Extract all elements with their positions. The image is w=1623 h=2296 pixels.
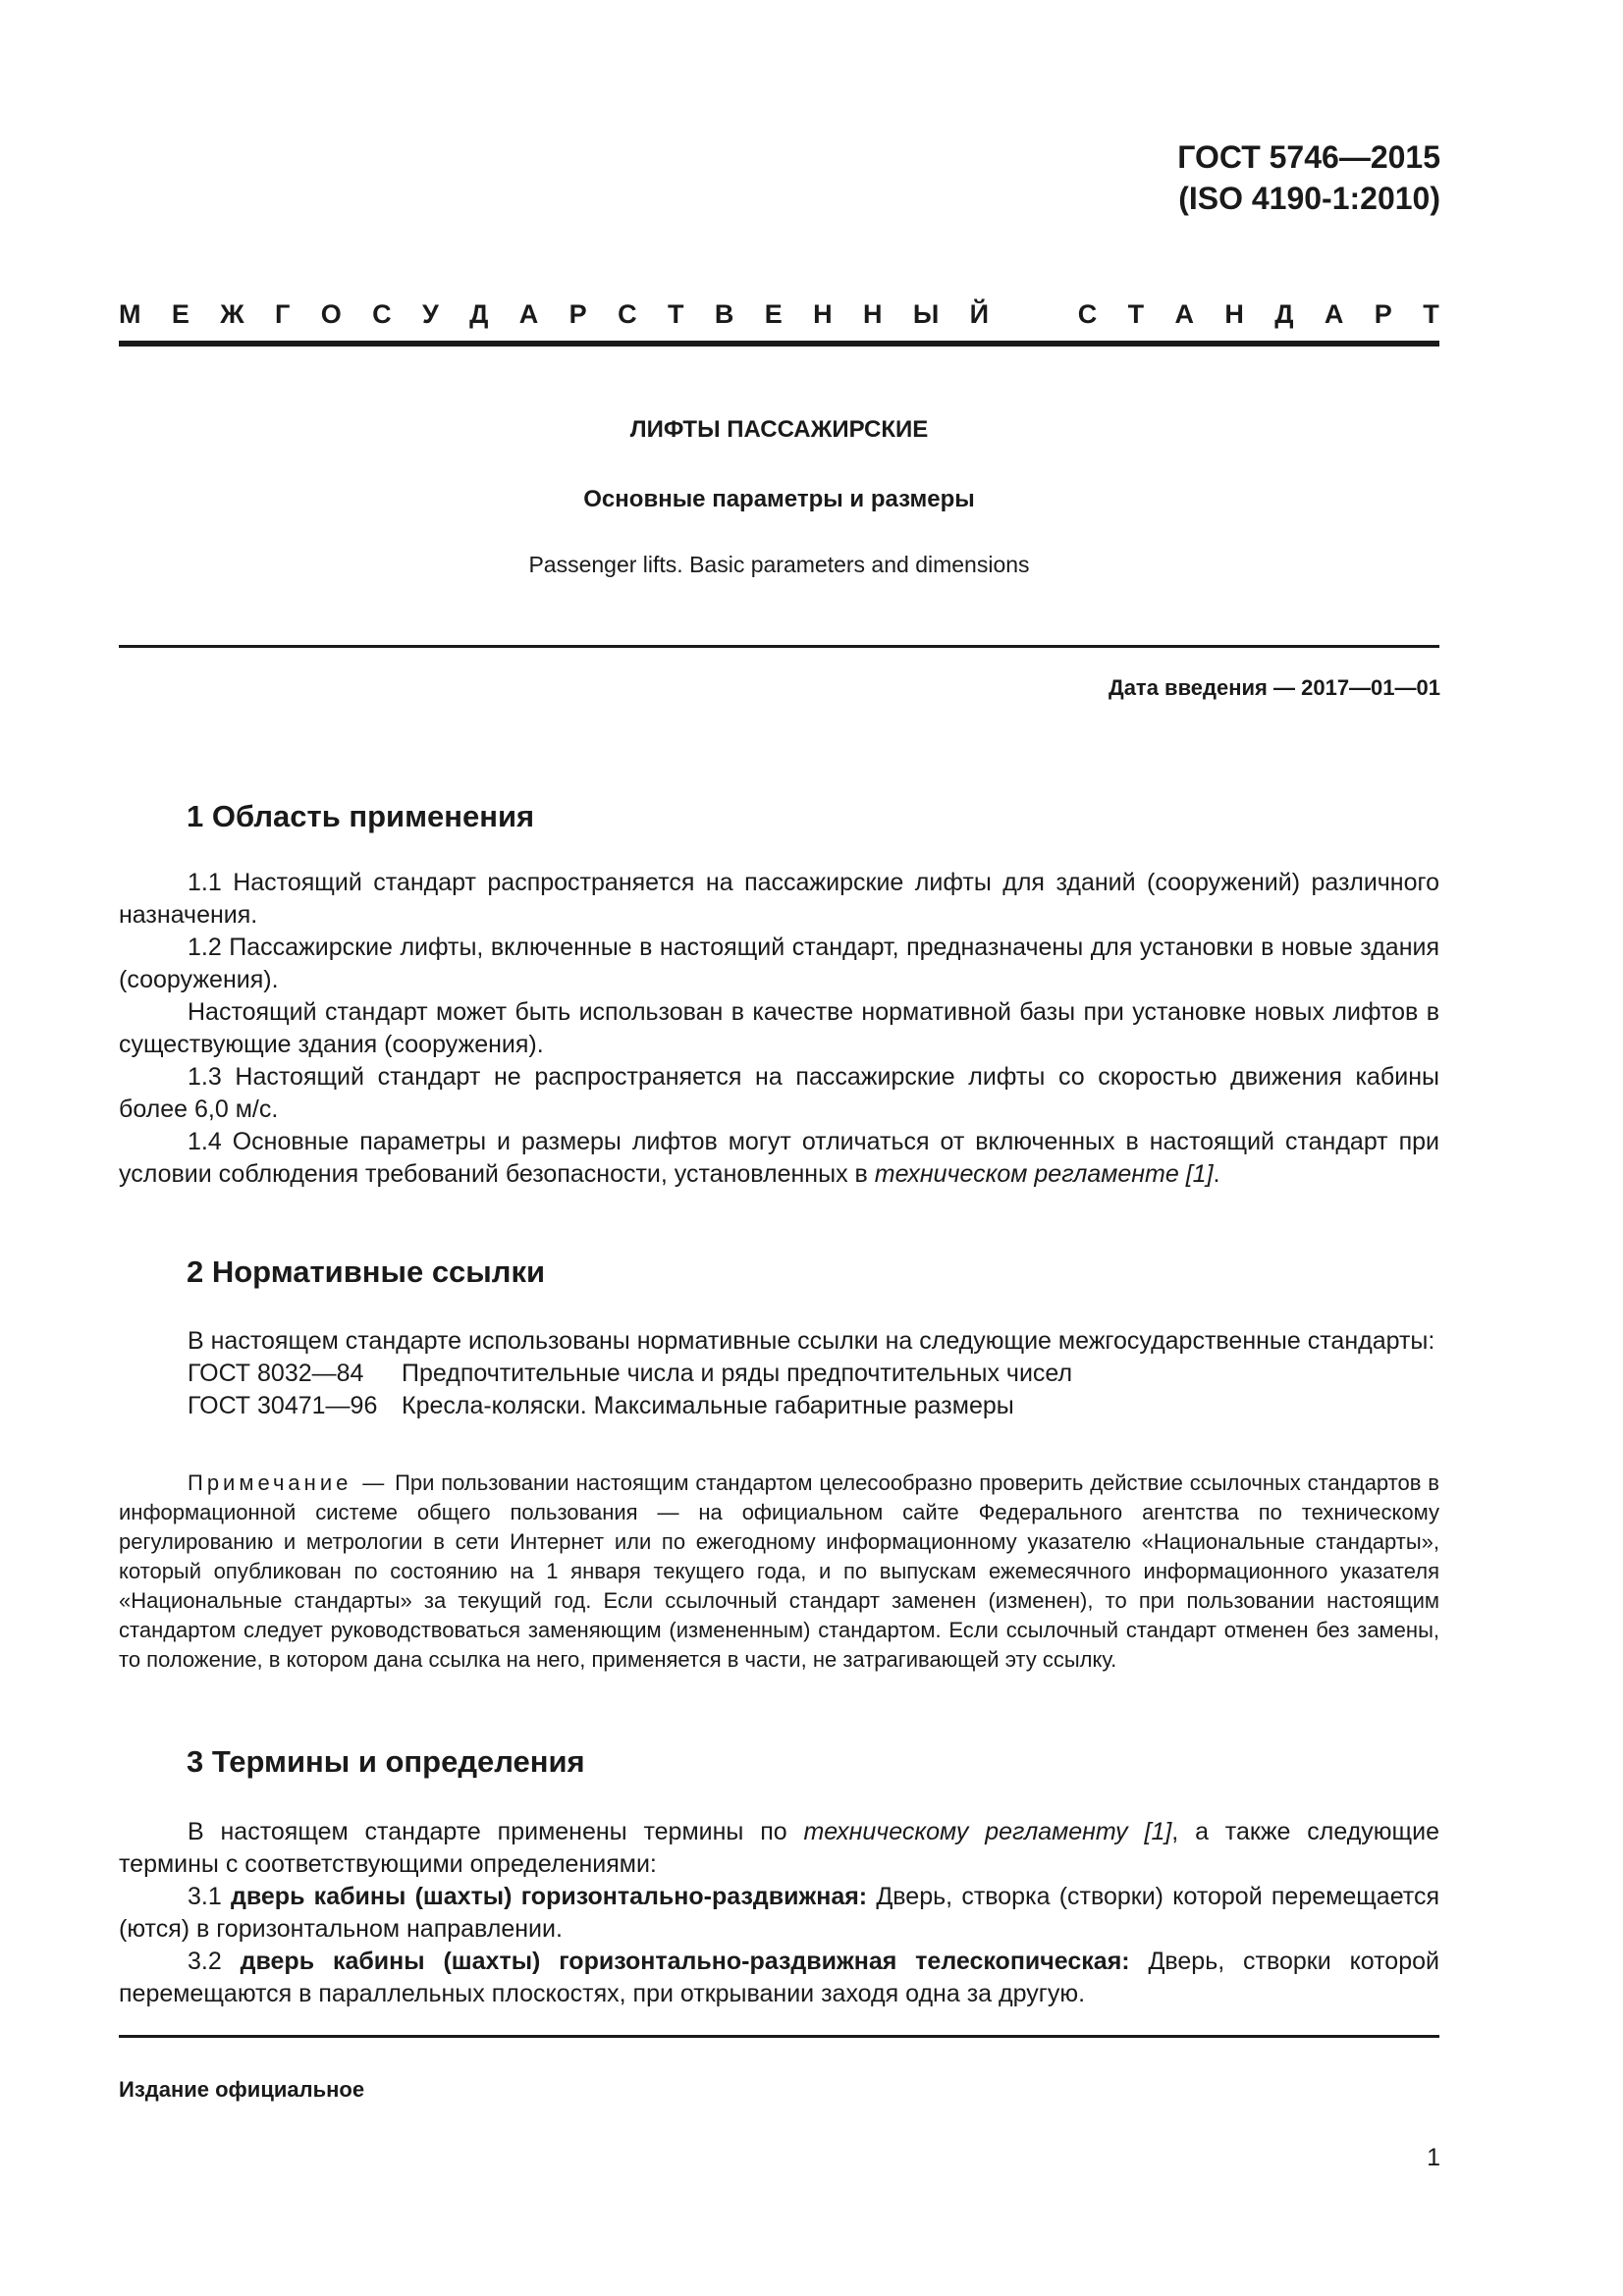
banner-letter: Е (764, 299, 783, 329)
standard-code: ГОСТ 5746—2015 (1177, 139, 1440, 175)
clause-1-2: 1.2 Пассажирские лифты, включенные в настоящий стандарт, предназначены для установки в новые здания (сооружения). (119, 934, 1439, 993)
document-title-english: Passenger lifts. Basic parameters and dimensions (528, 552, 1030, 577)
banner-letter: А (1174, 299, 1195, 329)
banner-letter: А (518, 299, 539, 329)
document-title: ЛИФТЫ ПАССАЖИРСКИЕ (629, 416, 929, 443)
iso-code: (ISO 4190-1:2010) (1178, 181, 1440, 216)
interstate-standard-banner (119, 296, 1439, 332)
banner-letter: Р (568, 299, 587, 329)
section-2-intro: В настоящем стандарте использованы нормативные ссылки на следующие межгосударственные стандарты: (188, 1327, 1435, 1355)
clause-1-4: 1.4 Основные параметры и размеры лифтов могут отличаться от включенных в настоящий стандарт при условии соблюдения требований безопасности, установленных в техническом регламенте [1]. (119, 1128, 1439, 1188)
banner-letter: Н (813, 299, 833, 329)
term-3-2: 3.2 дверь кабины (шахты) горизонтально-раздвижная телескопическая: Дверь, створки которой перемещаются в параллельных плоскостях, при открывании заходя одна за другую. (119, 1948, 1439, 2007)
header-rule (119, 341, 1439, 347)
section-3-intro: В настоящем стандарте применены термины по техническому регламенту [1], а также следующие термины с соответствующими определениями: (119, 1818, 1439, 1878)
section-1-body (119, 867, 1439, 1191)
banner-letter: Т (667, 299, 684, 329)
section-1-heading: 1 Область применения (187, 799, 535, 833)
banner-letter: Н (862, 299, 883, 329)
section-2-heading: 2 Нормативные ссылки (187, 1255, 546, 1289)
banner-letter: Н (1224, 299, 1244, 329)
banner-letter: А (1324, 299, 1344, 329)
section-3-heading: 3 Термины и определения (187, 1744, 585, 1779)
term-3-1: 3.1 дверь кабины (шахты) горизонтально-раздвижная: Дверь, створка (створки) которой перемещается (ются) в горизонтальном направлении. (119, 1883, 1439, 1943)
official-edition-label: Издание официальное (119, 2077, 365, 2102)
clause-1-2-cont: Настоящий стандарт может быть использован в качестве нормативной базы при установке новых лифтов в существующие здания (сооружения). (119, 998, 1439, 1058)
page-number: 1 (1427, 2144, 1440, 2171)
banner-letter: О (320, 299, 342, 329)
banner-letter: Р (1374, 299, 1392, 329)
banner-letter: М (119, 299, 141, 329)
banner-letter: У (422, 299, 439, 329)
banner-letter: Ы (912, 299, 940, 329)
reference-item: ГОСТ 30471—96 Кресла-коляски. Максимальные габаритные размеры (188, 1392, 1014, 1419)
banner-gap (1019, 296, 1047, 332)
banner-letter: Т (1127, 299, 1145, 329)
banner-letter: Й (969, 299, 990, 329)
banner-letter: С (618, 299, 637, 329)
banner-letter: Ж (220, 299, 244, 329)
section-2-body (119, 1325, 1439, 1422)
document-subtitle: Основные параметры и размеры (583, 486, 975, 512)
banner-letter: Е (171, 299, 189, 329)
section-3-body (119, 1816, 1439, 2010)
banner-letter: Д (1274, 299, 1294, 329)
title-rule (119, 645, 1439, 648)
banner-letter: Т (1423, 299, 1439, 329)
banner-letter: Д (469, 299, 489, 329)
banner-letter: Г (275, 299, 291, 329)
banner-letter: В (714, 299, 734, 329)
banner-letter: С (1077, 299, 1098, 329)
clause-1-1: 1.1 Настоящий стандарт распространяется на пассажирские лифты для зданий (сооружений) различного назначения. (119, 869, 1439, 929)
reference-item: ГОСТ 8032—84 Предпочтительные числа и ряды предпочтительных чисел (188, 1360, 1073, 1387)
effective-date: Дата введения — 2017—01—01 (1109, 675, 1440, 700)
clause-1-3: 1.3 Настоящий стандарт не распространяется на пассажирские лифты со скоростью движения кабины более 6,0 м/с. (119, 1063, 1439, 1123)
banner-letter: С (372, 299, 392, 329)
section-2-note: Примечание — При пользовании настоящим стандартом целесообразно проверить действие ссылочных стандартов в информационной системе общего пользования — на официальном сайте Федерального агентства по техническому регулированию и метрологии в сети Интернет или по ежегодному информационному указателю «Национальные стандарты», который опубликован по состоянию на 1 января текущего года, и по выпускам ежемесячного информационного указателя «Национальные стандарты» за текущий год. Если ссылочный стандарт заменен (изменен), то при пользовании настоящим стандартом следует руководствоваться заменяющим (измененным) стандартом. Если ссылочный стандарт отменен без замены, то положение, в котором дана ссылка на него, применяется в части, не затрагивающей эту ссылку. (119, 1470, 1439, 1672)
footer-rule (119, 2035, 1439, 2038)
